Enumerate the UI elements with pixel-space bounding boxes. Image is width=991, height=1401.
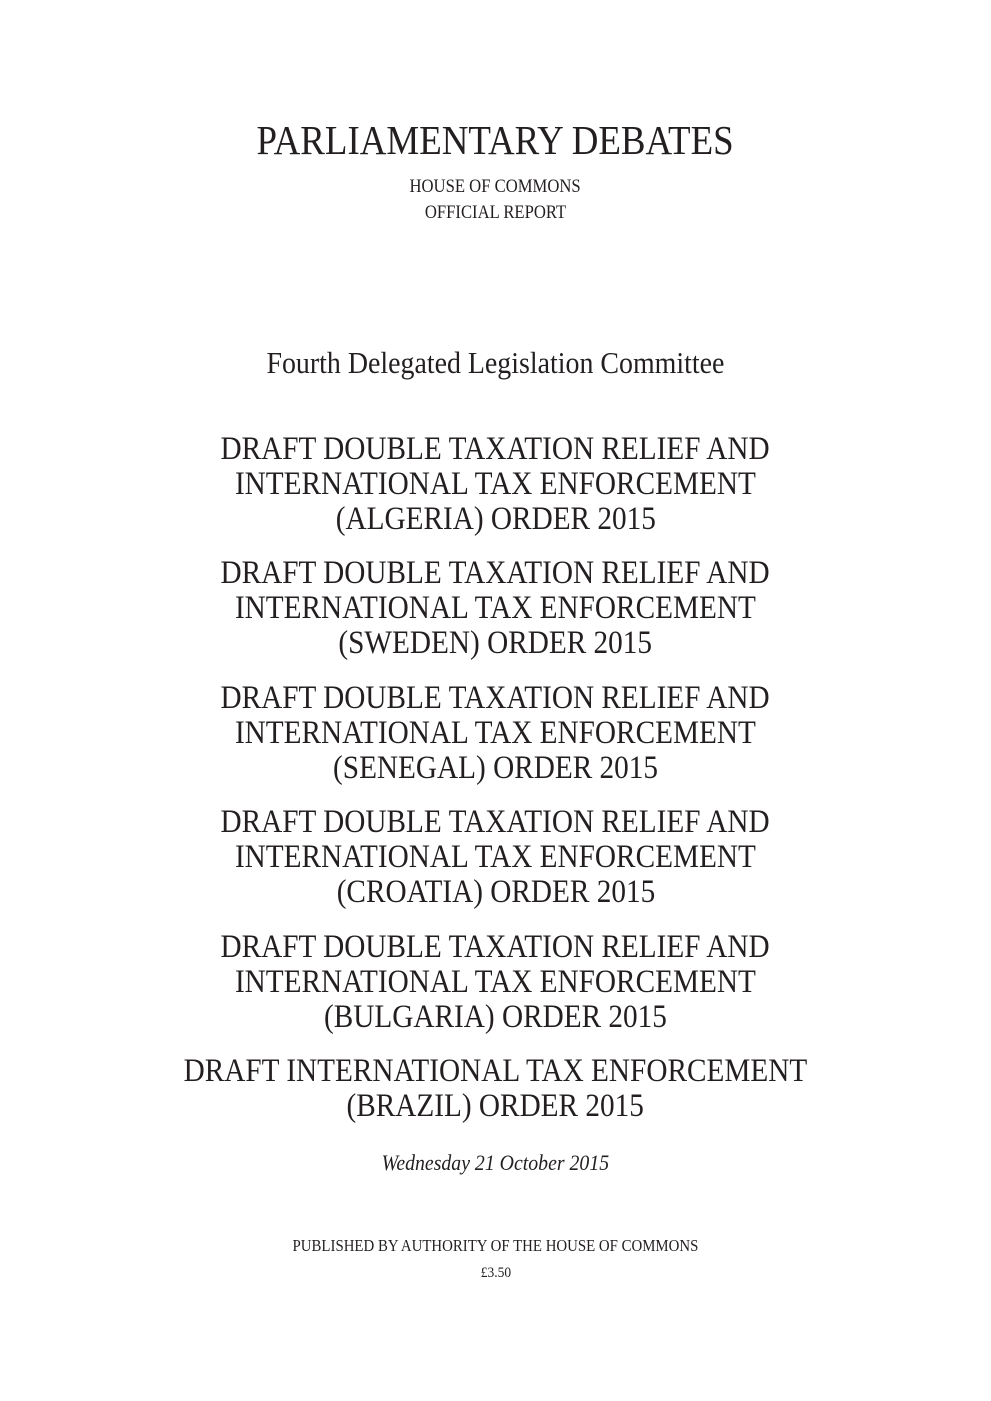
- report-label: OFFICIAL REPORT: [424, 203, 567, 223]
- order-senegal-line-3: (SENEGAL) ORDER 2015: [333, 750, 658, 786]
- order-croatia-line-1: DRAFT DOUBLE TAXATION RELIEF AND: [220, 804, 771, 840]
- order-sweden-line-1: DRAFT DOUBLE TAXATION RELIEF AND: [220, 555, 771, 591]
- order-bulgaria-line-3: (BULGARIA) ORDER 2015: [324, 999, 667, 1035]
- order-bulgaria-line-1: DRAFT DOUBLE TAXATION RELIEF AND: [220, 929, 771, 965]
- order-sweden-line-3: (SWEDEN) ORDER 2015: [338, 625, 653, 661]
- house-label: HOUSE OF COMMONS: [409, 177, 582, 197]
- order-senegal-line-2: INTERNATIONAL TAX ENFORCEMENT: [235, 715, 756, 751]
- sitting-date: Wednesday 21 October 2015: [381, 1150, 610, 1175]
- order-algeria-line-1: DRAFT DOUBLE TAXATION RELIEF AND: [220, 431, 771, 467]
- order-algeria-line-2: INTERNATIONAL TAX ENFORCEMENT: [235, 466, 756, 502]
- page-title: PARLIAMENTARY DEBATES: [256, 117, 735, 163]
- order-senegal-line-1: DRAFT DOUBLE TAXATION RELIEF AND: [220, 680, 771, 716]
- order-sweden-line-2: INTERNATIONAL TAX ENFORCEMENT: [235, 590, 756, 626]
- price: £3.50: [480, 1265, 511, 1281]
- order-bulgaria-line-2: INTERNATIONAL TAX ENFORCEMENT: [235, 964, 756, 1000]
- committee-name: Fourth Delegated Legislation Committee: [266, 345, 725, 380]
- order-brazil-line-1: DRAFT INTERNATIONAL TAX ENFORCEMENT: [183, 1053, 808, 1089]
- publisher-statement: PUBLISHED BY AUTHORITY OF THE HOUSE OF COMMONS: [292, 1236, 699, 1255]
- order-brazil-line-2: (BRAZIL) ORDER 2015: [346, 1088, 645, 1124]
- order-croatia-line-2: INTERNATIONAL TAX ENFORCEMENT: [235, 839, 756, 875]
- order-algeria-line-3: (ALGERIA) ORDER 2015: [335, 501, 656, 537]
- order-croatia-line-3: (CROATIA) ORDER 2015: [336, 874, 655, 910]
